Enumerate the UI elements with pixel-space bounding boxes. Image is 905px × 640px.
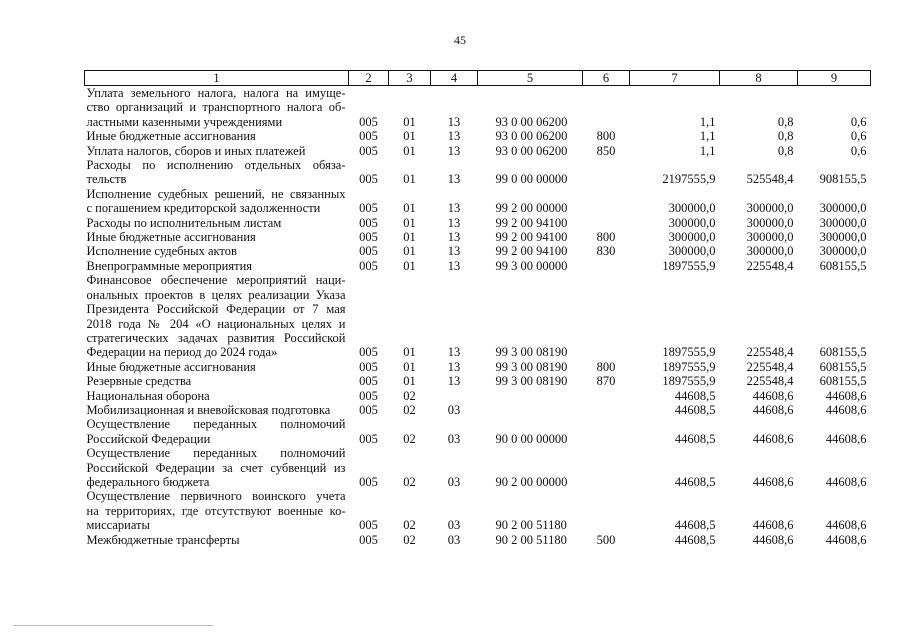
header-cell: 9 — [798, 71, 871, 86]
cell-amount-year1: 1897555,9 — [662, 258, 716, 273]
row-name-line: Федерации на период до 2024 года» — [86, 345, 278, 360]
cell-subsection — [431, 389, 478, 403]
cell-ministry-code: 005 — [359, 258, 378, 273]
header-cell: 1 — [85, 71, 349, 86]
cell-amount-year1: 44608,5 — [674, 518, 716, 533]
cell-ministry-code: 005 — [359, 244, 378, 259]
row-name-line: Уплата налогов, сборов и иных платежей — [86, 143, 306, 158]
cell-expense-type — [583, 216, 630, 230]
cell-amount-year1: 1,1 — [699, 129, 716, 144]
row-name-line: Национальная оборона — [86, 388, 210, 403]
budget-table — [84, 70, 871, 547]
header-cell: 6 — [583, 71, 630, 86]
table-row — [85, 389, 871, 403]
cell-target-article: 99 3 00 08190 — [495, 359, 568, 374]
cell-amount-year2: 525548,4 — [746, 172, 794, 187]
row-name-line: Российской Федерации — [86, 431, 211, 446]
row-name-line: Президента Российской Федерации от 7 мая — [86, 302, 346, 317]
cell-amount-year2: 44608,6 — [752, 402, 794, 417]
cell-amount-year1: 300000,0 — [668, 244, 716, 259]
cell-amount-year1: 300000,0 — [668, 201, 716, 216]
cell-section: 01 — [403, 374, 416, 389]
cell-subsection: 03 — [447, 518, 461, 533]
cell-ministry-code: 005 — [359, 129, 378, 144]
cell-section: 01 — [403, 258, 416, 273]
row-name-line: Расходы по исполнению отдельных обяза- — [86, 158, 346, 173]
cell-section: 02 — [403, 474, 416, 489]
cell-amount-year3: 44608,6 — [825, 474, 867, 489]
cell-amount-year1: 1,1 — [699, 143, 716, 158]
cell-ministry-code: 005 — [359, 230, 378, 245]
row-name-line: стратегических задачах развития Российской — [86, 330, 346, 345]
cell-section: 02 — [403, 388, 416, 403]
cell-target-article: 90 2 00 51180 — [495, 518, 567, 533]
cell-ministry-code: 005 — [359, 474, 378, 489]
cell-section: 01 — [403, 143, 416, 158]
row-name — [85, 360, 349, 374]
cell-subsection: 13 — [447, 345, 461, 360]
cell-section: 01 — [403, 230, 416, 245]
cell-expense-type — [583, 389, 630, 403]
cell-amount-year3: 300000,0 — [819, 201, 867, 216]
cell-amount-year2: 225548,4 — [746, 345, 794, 360]
table-row — [85, 158, 871, 187]
cell-subsection: 03 — [447, 431, 461, 446]
cell-amount-year1: 1897555,9 — [662, 359, 716, 374]
cell-amount-year3: 608155,5 — [819, 359, 867, 374]
cell-target-article: 90 2 00 51180 — [495, 532, 567, 547]
cell-subsection: 13 — [447, 172, 461, 187]
row-name-line: Расходы по исполнительным листам — [86, 215, 282, 230]
cell-ministry-code: 005 — [359, 143, 378, 158]
row-name — [85, 244, 349, 258]
cell-amount-year2: 0,8 — [777, 129, 794, 144]
cell-subsection: 13 — [447, 258, 461, 273]
cell-amount-year3: 608155,5 — [819, 374, 867, 389]
row-name-line: Уплата земельного налога, налога на имуще- — [86, 86, 346, 100]
cell-target-article: 99 3 00 08190 — [495, 374, 568, 389]
cell-amount-year3: 44608,6 — [825, 518, 867, 533]
cell-section: 02 — [403, 431, 416, 446]
row-name-line: Осуществление переданных полномочий — [86, 446, 346, 461]
cell-expense-type — [583, 86, 630, 130]
row-name — [85, 129, 349, 143]
cell-amount-year3: 300000,0 — [819, 230, 867, 245]
table-row — [85, 129, 871, 143]
row-name-line: Мобилизационная и вневойсковая подготовка — [86, 402, 331, 417]
table-row — [85, 533, 871, 547]
cell-target-article: 99 2 00 94100 — [495, 230, 568, 245]
cell-amount-year1: 44608,5 — [674, 474, 716, 489]
cell-subsection: 13 — [447, 114, 461, 129]
row-name — [85, 187, 349, 216]
header-cell: 5 — [478, 71, 583, 86]
row-name-line: Внепрограммные мероприятия — [86, 258, 253, 273]
row-name-line: Исполнение судебных актов — [86, 244, 237, 259]
row-name-line: Осуществление первичного воинского учета — [86, 489, 346, 504]
table-body — [85, 86, 871, 548]
cell-expense-type: 800 — [596, 359, 616, 374]
cell-expense-type — [583, 158, 630, 187]
cell-amount-year2: 44608,6 — [752, 431, 794, 446]
cell-expense-type — [583, 489, 630, 532]
cell-expense-type — [583, 273, 630, 359]
cell-amount-year3: 300000,0 — [819, 244, 867, 259]
row-name — [85, 273, 349, 359]
cell-target-article: 93 0 00 06200 — [495, 129, 568, 144]
cell-section: 01 — [403, 201, 416, 216]
cell-amount-year3: 608155,5 — [819, 258, 867, 273]
cell-amount-year2: 44608,6 — [752, 388, 794, 403]
table-row — [85, 360, 871, 374]
table-row — [85, 446, 871, 489]
table-row — [85, 86, 871, 130]
cell-expense-type — [583, 417, 630, 446]
cell-ministry-code: 005 — [359, 345, 378, 360]
cell-amount-year3: 0,6 — [850, 129, 867, 144]
cell-expense-type: 500 — [596, 532, 616, 547]
row-name — [85, 403, 349, 417]
cell-amount-year2: 44608,6 — [752, 474, 794, 489]
table-row — [85, 216, 871, 230]
header-cell: 4 — [431, 71, 478, 86]
cell-amount-year1: 2197555,9 — [662, 172, 716, 187]
cell-amount-year2: 225548,4 — [746, 374, 794, 389]
cell-subsection: 13 — [447, 215, 461, 230]
row-name-line: Иные бюджетные ассигнования — [86, 129, 256, 144]
cell-expense-type: 800 — [596, 129, 616, 144]
budget-table-container — [84, 70, 870, 547]
row-name-line: Осуществление переданных полномочий — [86, 417, 346, 432]
header-cell: 3 — [389, 71, 431, 86]
cell-amount-year3: 0,6 — [850, 114, 867, 129]
cell-section: 01 — [403, 129, 416, 144]
row-name — [85, 389, 349, 403]
cell-subsection: 03 — [447, 532, 461, 547]
cell-subsection: 13 — [447, 230, 461, 245]
cell-ministry-code: 005 — [359, 374, 378, 389]
cell-target-article — [478, 403, 583, 417]
cell-amount-year1: 44608,5 — [674, 532, 716, 547]
row-name-line: федерального бюджета — [86, 474, 210, 489]
row-name-line: с погашением кредиторской задолженности — [86, 201, 321, 216]
cell-target-article: 99 2 00 94100 — [495, 244, 568, 259]
row-name-line: ство организаций и транспортного налога об- — [86, 100, 346, 115]
cell-section: 02 — [403, 402, 416, 417]
cell-subsection: 13 — [447, 129, 461, 144]
cell-ministry-code: 005 — [359, 518, 378, 533]
cell-amount-year2: 0,8 — [777, 114, 794, 129]
cell-amount-year1: 1897555,9 — [662, 345, 716, 360]
cell-amount-year2: 300000,0 — [746, 244, 794, 259]
table-row — [85, 144, 871, 158]
row-name — [85, 417, 349, 446]
cell-amount-year2: 0,8 — [777, 143, 794, 158]
cell-ministry-code: 005 — [359, 359, 378, 374]
row-name-line: Российской Федерации за счет субвенций из — [86, 460, 346, 475]
cell-amount-year3: 44608,6 — [825, 532, 867, 547]
cell-ministry-code: 005 — [359, 402, 378, 417]
cell-amount-year1: 44608,5 — [674, 388, 716, 403]
row-name — [85, 533, 349, 547]
cell-amount-year3: 300000,0 — [819, 215, 867, 230]
table-row — [85, 230, 871, 244]
cell-subsection: 13 — [447, 143, 461, 158]
cell-section: 01 — [403, 244, 416, 259]
cell-amount-year2: 300000,0 — [746, 230, 794, 245]
cell-target-article: 99 2 00 00000 — [495, 201, 568, 216]
row-name-line: на территориях, где отсутствуют военные ко- — [86, 503, 346, 518]
cell-subsection: 13 — [447, 359, 461, 374]
cell-section: 02 — [403, 532, 416, 547]
row-name-line: Финансовое обеспечение мероприятий наци- — [86, 273, 346, 288]
cell-amount-year2: 300000,0 — [746, 201, 794, 216]
cell-amount-year1: 300000,0 — [668, 230, 716, 245]
cell-target-article: 99 2 00 94100 — [495, 215, 568, 230]
cell-section: 02 — [403, 518, 416, 533]
cell-amount-year3: 44608,6 — [825, 431, 867, 446]
row-name-line: Резервные средства — [86, 374, 192, 389]
cell-section: 01 — [403, 345, 416, 360]
table-row — [85, 417, 871, 446]
cell-subsection: 13 — [447, 201, 461, 216]
cell-expense-type: 870 — [596, 374, 616, 389]
cell-expense-type — [583, 187, 630, 216]
cell-amount-year3: 44608,6 — [825, 402, 867, 417]
row-name — [85, 489, 349, 532]
cell-section: 01 — [403, 114, 416, 129]
cell-target-article: 90 0 00 00000 — [495, 431, 568, 446]
cell-ministry-code: 005 — [359, 172, 378, 187]
row-name — [85, 374, 349, 388]
cell-amount-year1: 300000,0 — [668, 215, 716, 230]
cell-amount-year3: 44608,6 — [825, 388, 867, 403]
header-cell: 7 — [630, 71, 720, 86]
cell-ministry-code: 005 — [359, 532, 378, 547]
cell-expense-type: 830 — [596, 244, 616, 259]
row-name — [85, 144, 349, 158]
cell-expense-type: 800 — [596, 230, 616, 245]
row-name — [85, 216, 349, 230]
cell-expense-type — [583, 403, 630, 417]
cell-ministry-code: 005 — [359, 431, 378, 446]
cell-amount-year2: 225548,4 — [746, 258, 794, 273]
cell-amount-year1: 44608,5 — [674, 402, 716, 417]
cell-target-article: 90 2 00 00000 — [495, 474, 568, 489]
row-name — [85, 86, 349, 130]
row-name-line: миссариаты — [86, 518, 150, 533]
header-row — [85, 71, 871, 86]
cell-amount-year2: 44608,6 — [752, 532, 794, 547]
row-name — [85, 230, 349, 244]
cell-target-article — [478, 389, 583, 403]
cell-subsection: 13 — [447, 374, 461, 389]
table-row — [85, 244, 871, 258]
header-cell: 2 — [349, 71, 389, 86]
cell-amount-year3: 608155,5 — [819, 345, 867, 360]
header-cell: 8 — [720, 71, 798, 86]
row-name — [85, 446, 349, 489]
row-name — [85, 259, 349, 273]
cell-section: 01 — [403, 215, 416, 230]
cell-target-article: 93 0 00 06200 — [495, 143, 568, 158]
cell-amount-year3: 908155,5 — [819, 172, 867, 187]
cell-subsection: 13 — [447, 244, 461, 259]
row-name-line: Иные бюджетные ассигнования — [86, 359, 256, 374]
cell-ministry-code: 005 — [359, 388, 378, 403]
cell-ministry-code: 005 — [359, 114, 378, 129]
table-row — [85, 187, 871, 216]
cell-target-article: 99 3 00 08190 — [495, 345, 568, 360]
page-number: 45 — [454, 33, 466, 47]
cell-section: 01 — [403, 359, 416, 374]
cell-ministry-code: 005 — [359, 201, 378, 216]
row-name — [85, 158, 349, 187]
cell-subsection: 03 — [447, 402, 461, 417]
table-row — [85, 403, 871, 417]
cell-target-article: 99 3 00 00000 — [495, 258, 568, 273]
row-name-line: ластными казенными учреждениями — [86, 114, 283, 129]
table-row — [85, 259, 871, 273]
row-name-line: ональных проектов в целях реализации Указа — [86, 287, 346, 302]
cell-target-article: 93 0 00 06200 — [495, 114, 568, 129]
row-name-line: Иные бюджетные ассигнования — [86, 230, 256, 245]
cell-amount-year1: 44608,5 — [674, 431, 716, 446]
cell-amount-year2: 44608,6 — [752, 518, 794, 533]
row-name-line: Исполнение судебных решений, не связанных — [86, 186, 346, 201]
cell-amount-year1: 1,1 — [699, 114, 716, 129]
cell-amount-year1: 1897555,9 — [662, 374, 716, 389]
row-name-line: Межбюджетные трансферты — [86, 532, 240, 547]
row-name-line: 2018 года № 204 «О национальных целях и — [86, 316, 346, 331]
cell-expense-type: 850 — [596, 143, 616, 158]
cell-amount-year2: 225548,4 — [746, 359, 794, 374]
cell-expense-type — [583, 446, 630, 489]
cell-amount-year3: 0,6 — [850, 143, 867, 158]
cell-subsection: 03 — [447, 474, 461, 489]
table-row — [85, 374, 871, 388]
table-row — [85, 273, 871, 359]
row-name-line: тельств — [86, 172, 127, 187]
table-row — [85, 489, 871, 532]
cell-expense-type — [583, 259, 630, 273]
cell-amount-year2: 300000,0 — [746, 215, 794, 230]
cell-section: 01 — [403, 172, 416, 187]
cell-target-article: 99 0 00 00000 — [495, 172, 568, 187]
cell-ministry-code: 005 — [359, 215, 378, 230]
footer-divider — [13, 625, 213, 626]
